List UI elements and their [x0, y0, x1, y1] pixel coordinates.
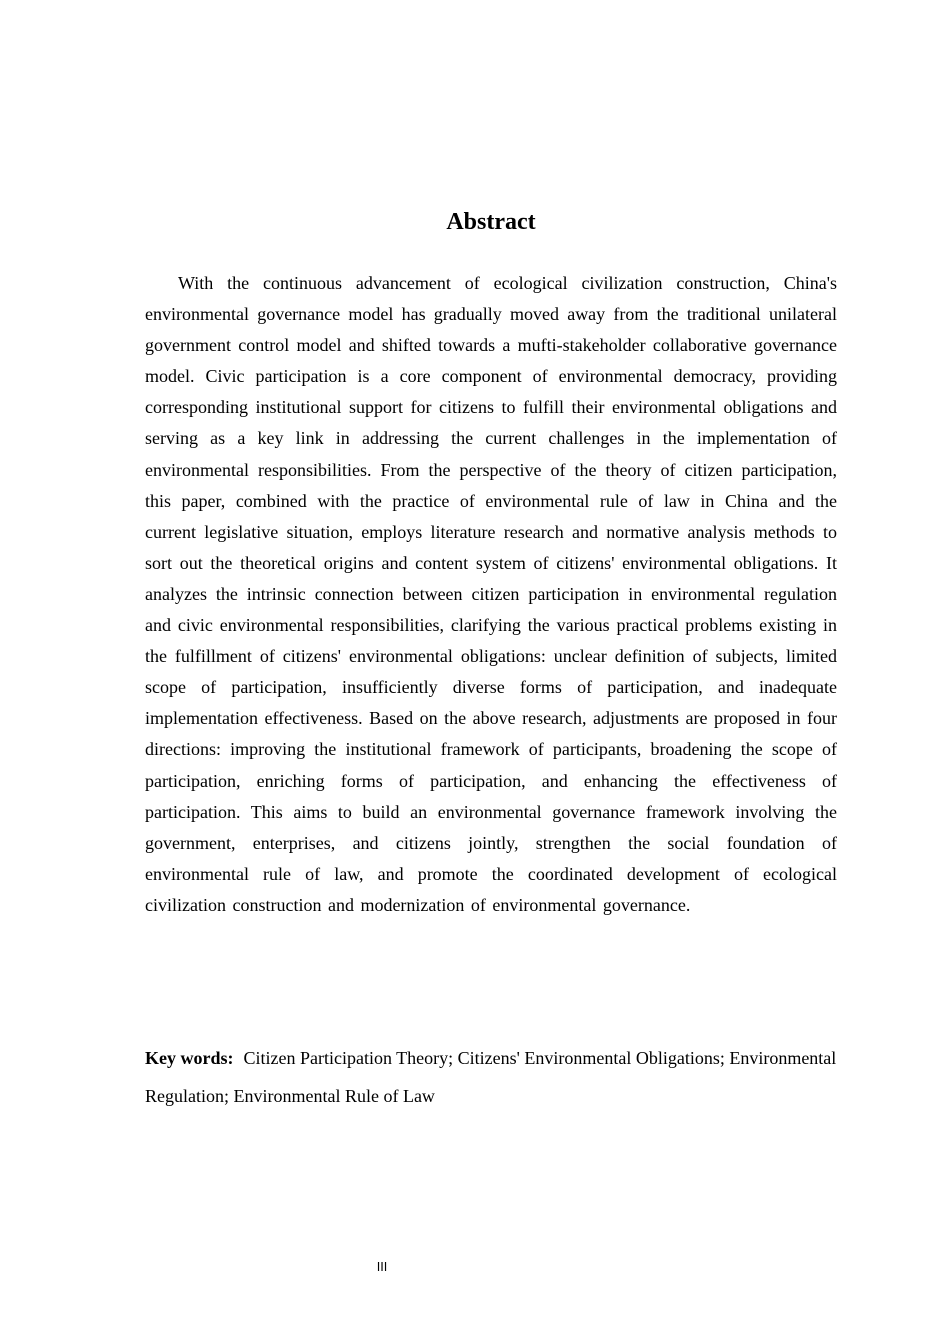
page-number: III	[376, 1260, 388, 1274]
keywords-section	[145, 1039, 837, 1115]
abstract-paragraph: With the continuous advancement of ecological civilization construction, China's environmental governance model has gradually moved away from the traditional unilateral government control model and shifted towards a mufti-stakeholder collaborative governance model. Civic participation is a core component of environmental democracy, providing corresponding institutional support for citizens to fulfill their environmental obligations and serving as a key link in addressing the current challenges in the implementation of environmental responsibilities. From the perspective of the theory of citizen participation, this paper, combined with the practice of environmental rule of law in China and the current legislative situation, employs literature research and normative analysis methods to sort out the theoretical origins and content system of citizens' environmental obligations. It analyzes the intrinsic connection between citizen participation in environmental regulation and civic environmental responsibilities, clarifying the various practical problems existing in the fulfillment of citizens' environmental obligations: unclear definition of subjects, limited scope of participation, insufficiently diverse forms of participation, and inadequate implementation effectiveness. Based on the above research, adjustments are proposed in four directions: improving the institutional framework of participants, broadening the scope of participation, enriching forms of participation, and enhancing the effectiveness of participation. This aims to build an environmental governance framework involving the government, enterprises, and citizens jointly, strengthen the social foundation of environmental rule of law, and promote the coordinated development of ecological civilization construction and modernization of environmental governance.	[145, 273, 837, 915]
keywords-text: Citizen Participation Theory; Citizens' Environmental Obligations; Environmental Regulation; Environmental Rule of Law	[145, 1048, 837, 1106]
keywords-label: Key words:	[145, 1048, 234, 1068]
page-title: Abstract	[446, 209, 536, 235]
